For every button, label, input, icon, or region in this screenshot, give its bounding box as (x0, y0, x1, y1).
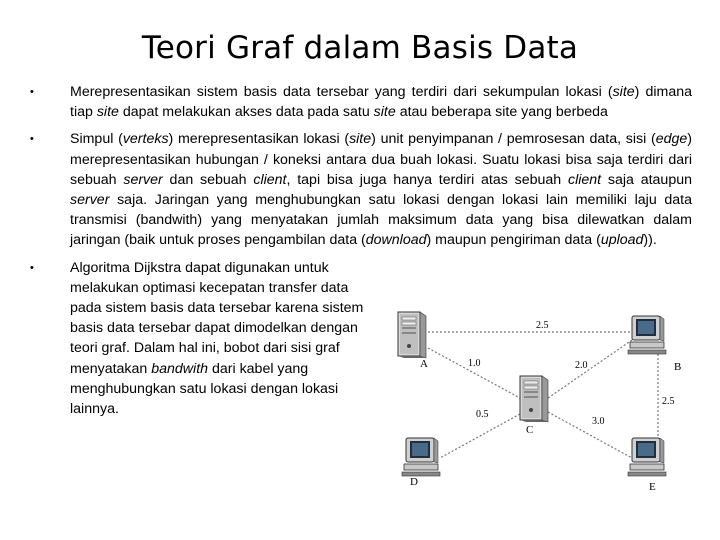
text-segment: Merepresentasikan sistem basis data tersebar yang terdiri dari sekumpulan lokasi ( (70, 84, 613, 100)
text-segment: dari kabel yang menghubungkan satu lokasi dengan lokasi lainnya. (70, 360, 339, 418)
text-segment: ) dimana tiap (70, 84, 692, 121)
text-segment: Simpul ( (70, 131, 123, 148)
bullet-text-3 (70, 260, 363, 417)
edge-c-d (440, 414, 520, 458)
network-graph-diagram (370, 290, 715, 500)
bullet-text-2 (70, 131, 692, 248)
bullet-item-2 (30, 129, 692, 250)
bullet-item-1 (30, 82, 692, 122)
page-title: Teori Graf dalam Basis Data (141, 30, 579, 66)
edge-weight-b-e: 2.5 (662, 396, 675, 407)
server-tower-icon (520, 376, 548, 422)
node-label-d: D (410, 476, 418, 488)
text-segment: site (349, 131, 372, 148)
text-segment: , tapi bisa juga hanya terdiri atas sebuah (286, 171, 568, 188)
text-segment: edge (655, 131, 688, 148)
text-segment: upload (600, 232, 644, 249)
text-segment: saja. Jaringan yang menghubungkan satu lokasi dengan lokasi lain memiliki laju data transmisi (bandwith) yang menyatakan jumlah maksimum data yang bisa dilewatkan dalam jaringan (baik untuk proses pengambilan data ( (70, 192, 692, 249)
text-segment: ) maupun pengiriman data ( (426, 232, 601, 249)
bullet-text-1 (70, 84, 692, 120)
edge-weight-a-c: 1.0 (468, 358, 481, 369)
text-segment: atau beberapa site yang berbeda (395, 104, 608, 121)
text-segment: dapat melakukan akses data pada satu (118, 104, 374, 121)
edge-weight-b-c: 2.0 (575, 360, 588, 371)
text-segment: site (373, 104, 396, 121)
desktop-computer-icon (628, 438, 666, 476)
text-segment: server (123, 171, 163, 188)
text-segment: client (253, 171, 287, 188)
text-segment: ) unit penyimpanan / pemrosesan data, sisi ( (371, 131, 656, 148)
edge-a-c (428, 348, 520, 398)
node-label-b: B (674, 361, 682, 373)
text-segment: ) merepresentasikan lokasi ( (168, 131, 350, 148)
bullet-dot: • (30, 86, 34, 98)
edge-b-c (548, 340, 632, 398)
edge-weight-c-d: 0.5 (476, 409, 489, 420)
text-segment: site (96, 104, 119, 121)
node-label-c: C (526, 424, 534, 436)
edge-c-e (548, 412, 632, 458)
node-label-e: E (649, 481, 656, 493)
text-segment: server (70, 192, 110, 209)
text-segment: verteks (122, 131, 169, 148)
text-segment: site (612, 84, 635, 100)
bullet-item-3 (30, 258, 380, 420)
text-segment: saja ataupun (601, 171, 692, 188)
text-segment: bandwith (151, 360, 209, 377)
text-segment: dan sebuah (162, 171, 254, 188)
text-segment: ) merepresentasikan hubungan / koneksi antara dua buah lokasi. Suatu lokasi bisa saja terdiri dari sebuah (70, 131, 692, 188)
node-label-a: A (420, 358, 428, 370)
text-segment: client (567, 171, 602, 188)
text-segment: download (365, 232, 427, 249)
server-tower-icon (398, 312, 426, 358)
desktop-computer-icon (628, 316, 666, 354)
edge-weight-a-b: 2.5 (536, 320, 549, 331)
text-segment: )). (643, 232, 657, 249)
text-segment: Algoritma Dijkstra dapat digunakan untuk melakukan optimasi kecepatan transfer data pada sistem basis data tersebar karena sistem basis data tersebar dapat dimodelkan dengan teori graf. Dalam hal ini, bobot dari sisi graf menyatakan (70, 259, 364, 377)
edge-weight-c-e: 3.0 (592, 416, 605, 427)
desktop-computer-icon (402, 438, 440, 476)
bullet-dot: • (30, 261, 34, 274)
bullet-dot: • (30, 133, 34, 146)
